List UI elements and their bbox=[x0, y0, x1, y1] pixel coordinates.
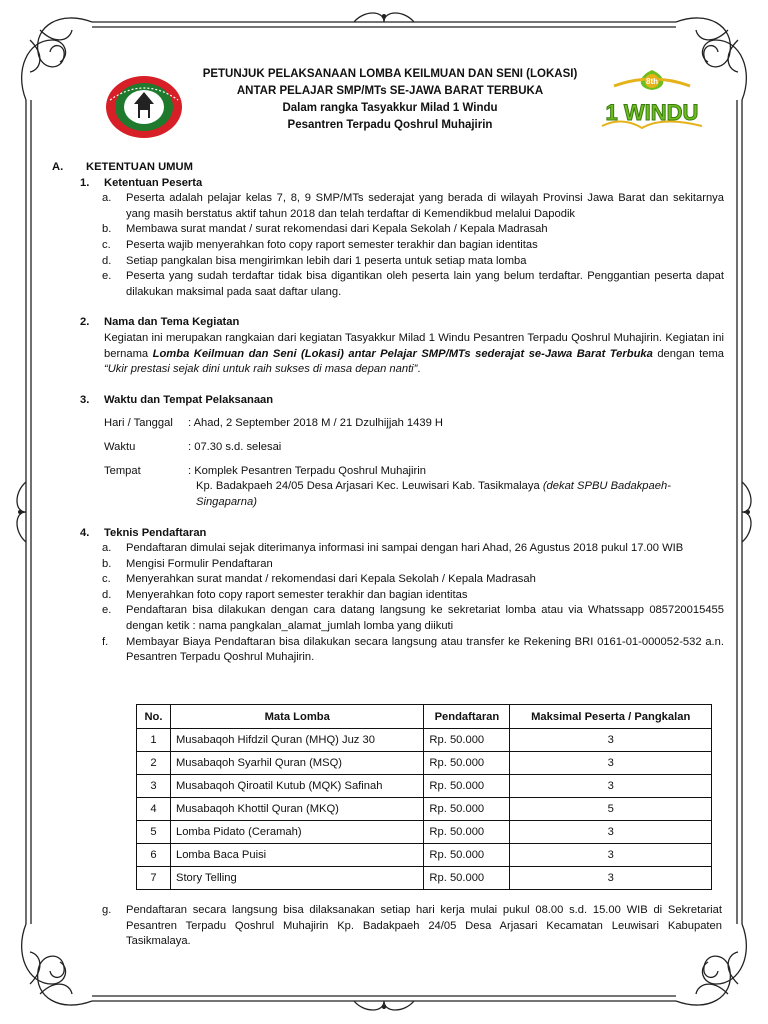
s2-theme: “Ukir prestasi sejak dini untuk raih sukses di masa depan nanti” bbox=[104, 363, 418, 376]
s2-event-name: Lomba Keilmuan dan Seni (Lokasi) antar Pelajar SMP/MTs sederajat se-Jawa Barat Terbuka bbox=[152, 347, 653, 360]
cell-fee: Rp. 50.000 bbox=[424, 729, 510, 752]
header-line-3: Dalam rangka Tasyakkur Milad 1 Windu bbox=[282, 102, 498, 114]
section-2-number: 2. bbox=[80, 316, 90, 329]
competition-table bbox=[136, 704, 712, 890]
table-row bbox=[137, 752, 712, 775]
table-row bbox=[137, 798, 712, 821]
section-4-title: Teknis Pendaftaran bbox=[104, 526, 207, 539]
header-line-2: ANTAR PELAJAR SMP/MTs SE-JAWA BARAT TERBUKA bbox=[236, 85, 544, 97]
list-text: Pendaftaran bisa dilakukan dengan cara datang langsung ke sekretariat lomba atau via Whatssapp 085720015455 dengan ketik : nama pangkalan_alamat_jumlah lomba yang diikuti bbox=[126, 604, 724, 633]
s4-item-b bbox=[52, 557, 724, 573]
date-label: Hari / Tanggal bbox=[104, 417, 173, 430]
cell-mata-lomba: Lomba Baca Puisi bbox=[170, 844, 423, 867]
table-row bbox=[137, 867, 712, 890]
cell-max: 3 bbox=[510, 752, 712, 775]
cell-max: 3 bbox=[510, 775, 712, 798]
section-4-heading bbox=[52, 526, 724, 542]
cell-no: 5 bbox=[137, 821, 171, 844]
cell-mata-lomba: Lomba Pidato (Ceramah) bbox=[170, 821, 423, 844]
schedule-date-row bbox=[52, 416, 724, 432]
list-marker: b. bbox=[102, 223, 112, 236]
s4-item-d bbox=[52, 588, 724, 604]
cell-no: 6 bbox=[137, 844, 171, 867]
milad-1-windu-logo bbox=[592, 66, 712, 138]
section-a-heading bbox=[52, 160, 724, 176]
col-header-pendaftaran: Pendaftaran bbox=[424, 705, 510, 729]
list-text: Peserta adalah pelajar kelas 7, 8, 9 SMP/MTs sederajat yang berada di wilayah Provinsi Jawa Barat dan sekitarnya yang masih berstatus aktif tahun 2018 dan telah terdaftar di Kemendikbud melalui Dapodik bbox=[126, 192, 724, 220]
s4-item-f bbox=[52, 635, 724, 666]
cell-mata-lomba: Story Telling bbox=[170, 867, 423, 890]
col-header-no: No. bbox=[137, 705, 171, 729]
s1-item-b bbox=[52, 222, 724, 238]
list-marker: c. bbox=[102, 573, 111, 586]
list-text: Menyerahkan surat mandat / rekomendasi dari Kepala Sekolah / Kepala Madrasah bbox=[126, 573, 536, 586]
cell-fee: Rp. 50.000 bbox=[424, 752, 510, 775]
s4-item-a bbox=[52, 541, 724, 557]
cell-fee: Rp. 50.000 bbox=[424, 867, 510, 890]
s4-item-c bbox=[52, 572, 724, 588]
list-marker: d. bbox=[102, 588, 112, 601]
cell-mata-lomba: Musabaqoh Syarhil Quran (MSQ) bbox=[170, 752, 423, 775]
section-2-heading bbox=[52, 315, 724, 331]
place-label: Tempat bbox=[104, 464, 141, 477]
cell-no: 1 bbox=[137, 729, 171, 752]
section-4-number: 4. bbox=[80, 526, 90, 539]
list-marker: g. bbox=[102, 904, 112, 916]
list-marker: b. bbox=[102, 557, 112, 570]
cell-mata-lomba: Musabaqoh Qiroatil Kutub (MQK) Safinah bbox=[170, 775, 423, 798]
cell-max: 5 bbox=[510, 798, 712, 821]
document-body bbox=[52, 160, 724, 666]
s2-text-2: dengan tema bbox=[652, 347, 725, 360]
cell-no: 3 bbox=[137, 775, 171, 798]
list-marker: e. bbox=[102, 270, 112, 283]
list-text: Membayar Biaya Pendaftaran bisa dilakukan secara langsung atau transfer ke Rekening BRI 0161-01-000052-532 a.n. Pesantren Terpadu Qoshrul Muhajirin. bbox=[126, 635, 724, 664]
s1-item-d bbox=[52, 254, 724, 270]
section-2-title: Nama dan Tema Kegiatan bbox=[104, 316, 240, 329]
cell-max: 3 bbox=[510, 821, 712, 844]
cell-no: 2 bbox=[137, 752, 171, 775]
cell-no: 7 bbox=[137, 867, 171, 890]
time-label: Waktu bbox=[104, 440, 136, 453]
list-marker: c. bbox=[102, 238, 111, 251]
place-note: (dekat SPBU Badakpaeh-Singaparna) bbox=[196, 480, 671, 508]
header-line-4: Pesantren Terpadu Qoshrul Muhajirin bbox=[287, 119, 493, 131]
section-a-title: KETENTUAN UMUM bbox=[86, 161, 193, 173]
time-value: : 07.30 s.d. selesai bbox=[188, 440, 282, 453]
list-marker: a. bbox=[102, 542, 112, 555]
place-address: Kp. Badakpaeh 24/05 Desa Arjasari Kec. Leuwisari Kab. Tasikmalaya bbox=[196, 480, 543, 493]
section-2-paragraph bbox=[52, 331, 724, 378]
place-name: : Komplek Pesantren Terpadu Qoshrul Muhajirin bbox=[188, 464, 426, 477]
cell-fee: Rp. 50.000 bbox=[424, 821, 510, 844]
table-header-row bbox=[137, 705, 712, 729]
cell-mata-lomba: Musabaqoh Khottil Quran (MKQ) bbox=[170, 798, 423, 821]
list-text: Membawa surat mandat / surat rekomendasi dari Kepala Sekolah / Kepala Madrasah bbox=[126, 223, 548, 236]
list-text: Peserta wajib menyerahkan foto copy raport semester terakhir dan bagian identitas bbox=[126, 238, 538, 251]
section-a-marker: A. bbox=[52, 161, 64, 173]
section-3-heading bbox=[52, 393, 724, 409]
section-3-title: Waktu dan Tempat Pelaksanaan bbox=[104, 393, 274, 406]
pesantren-logo bbox=[104, 74, 184, 140]
s2-text-3: . bbox=[417, 363, 421, 376]
cell-max: 3 bbox=[510, 867, 712, 890]
schedule-time-row bbox=[52, 440, 724, 456]
document-header bbox=[190, 66, 590, 134]
section-1-title: Ketentuan Peserta bbox=[104, 176, 203, 189]
cell-fee: Rp. 50.000 bbox=[424, 775, 510, 798]
cell-mata-lomba: Musabaqoh Hifdzil Quran (MHQ) Juz 30 bbox=[170, 729, 423, 752]
cell-max: 3 bbox=[510, 729, 712, 752]
s1-item-a bbox=[52, 191, 724, 222]
list-text: Peserta yang sudah terdaftar tidak bisa digantikan oleh peserta lain yang belum terdaftar. Penggantian peserta dapat dilakukan maksimal pada saat daftar ulang. bbox=[126, 270, 724, 298]
s1-item-c bbox=[52, 238, 724, 254]
cell-fee: Rp. 50.000 bbox=[424, 798, 510, 821]
cell-fee: Rp. 50.000 bbox=[424, 844, 510, 867]
list-text: Pendaftaran secara langsung bisa dilaksanakan setiap hari kerja mulai pukul 08.00 s.d. 15.00 WIB di Sekretariat Pesantren Terpadu Qoshrul Muhajirin Kp. Badakpaeh 24/05 Desa Arjasari Kecamatan Leuwisari Kabupaten Tasikmalaya. bbox=[126, 904, 722, 948]
col-header-maksimal: Maksimal Peserta / Pangkalan bbox=[510, 705, 712, 729]
section-3-number: 3. bbox=[80, 393, 90, 406]
section-1-number: 1. bbox=[80, 176, 90, 189]
s1-item-e bbox=[52, 269, 724, 300]
list-marker: a. bbox=[102, 192, 112, 205]
list-text: Pendaftaran dimulai sejak diterimanya informasi ini sampai dengan hari Ahad, 26 Agustus 2018 pukul 17.00 WIB bbox=[126, 542, 684, 555]
section-1-heading bbox=[52, 176, 724, 192]
list-text: Menyerahkan foto copy raport semester terakhir dan bagian identitas bbox=[126, 588, 468, 601]
list-marker: e. bbox=[102, 604, 112, 617]
table-row bbox=[137, 775, 712, 798]
table-row bbox=[137, 821, 712, 844]
cell-no: 4 bbox=[137, 798, 171, 821]
date-value: : Ahad, 2 September 2018 M / 21 Dzulhijjah 1439 H bbox=[188, 417, 443, 430]
s4-item-e bbox=[52, 603, 724, 634]
table-row bbox=[137, 729, 712, 752]
milad-badge-text: 8th bbox=[646, 77, 658, 86]
col-header-mata-lomba: Mata Lomba bbox=[170, 705, 423, 729]
s4-item-g bbox=[102, 903, 722, 950]
schedule-place-row bbox=[52, 464, 724, 511]
list-marker: f. bbox=[102, 635, 109, 648]
place-value bbox=[188, 464, 718, 511]
table-row bbox=[137, 844, 712, 867]
milad-logo-text: 1 WINDU bbox=[605, 100, 699, 125]
header-line-1: PETUNJUK PELAKSANAAN LOMBA KEILMUAN DAN SENI (LOKASI) bbox=[202, 68, 578, 80]
list-marker: d. bbox=[102, 254, 112, 267]
list-text: Mengisi Formulir Pendaftaran bbox=[126, 557, 273, 570]
cell-max: 3 bbox=[510, 844, 712, 867]
s2-text-1: Kegiatan ini merupakan rangkaian dari kegiatan Tasyakkur Milad 1 Windu Pesantren Terpadu Qoshrul Muhajirin. Kegiatan ini bernama bbox=[104, 331, 724, 360]
list-text: Setiap pangkalan bisa mengirimkan lebih dari 1 peserta untuk setiap mata lomba bbox=[126, 254, 527, 267]
